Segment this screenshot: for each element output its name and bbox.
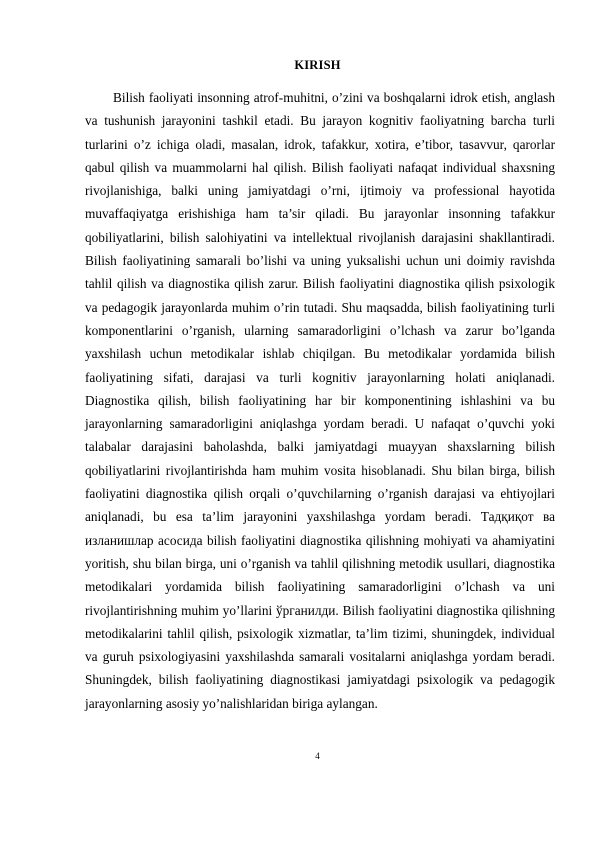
page-number: 4	[315, 751, 320, 761]
body-paragraph: Bilish faoliyati insonning atrof-muhitni, o’zini va boshqalarni idrok etish, anglash va tushunish jarayonini tashkil etadi. Bu jarayon kognitiv faoliyatning barcha turli turlarini o’z ichiga oladi, masalan, idrok, tafakkur, xotira, e’tibor, tasavvur, qarorlar qabul qilish va muammolarni hal qilish. Bilish faoliyati nafaqat individual shaxsning rivojlanishiga, balki uning jamiyatdagi o’rni, ijtimoiy va professional hayotida muvaffaqiyatga erishishiga ham ta’sir qiladi. Bu jarayonlar insonning tafakkur qobiliyatlarini, bilish salohiyatini va intellektual rivojlanish darajasini shakllantiradi. Bilish faoliyatining samarali bo’lishi va uning yuksalishi uchun uni doimiy ravishda tahlil qilish va diagnostika qilish zarur. Bilish faoliyatini diagnostika qilish psixologik va pedagogik jarayonlarda muhim o’rin tutadi. Shu maqsadda, bilish faoliyatining turli komponentlarini o’rganish, ularning samaradorligini o’lchash va zarur bo’lganda yaxshilash uchun metodikalar ishlab chiqilgan. Bu metodikalar yordamida bilish faoliyatining sifati, darajasi va turli kognitiv jarayonlarning holati aniqlanadi. Diagnostika qilish, bilish faoliyatining har bir komponentining ishlashini va bu jarayonlarning samaradorligini aniqlashga yordam beradi. U nafaqat o’quvchi yoki talabalar darajasini baholashda, balki jamiyatdagi muayyan shaxslarning bilish qobiliyatlarini rivojlantirishda ham muhim vosita hisoblanadi. Shu bilan birga, bilish faoliyatini diagnostika qilish orqali o’quvchilarning o’rganish darajasi va ehtiyojlari aniqlanadi, bu esa ta’lim jarayonini yaxshilashga yordam beradi. Тадқиқот ва изланишлар асосида bilish faoliyatini diagnostika qilishning mohiyati va ahamiyatini yoritish, shu bilan birga, uni o’rganish va tahlil qilishning metodik usullari, diagnostika metodikalari yordamida bilish faoliyatining samaradorligini o’lchash va uni rivojlantirishning muhim yo’llarini ўрганилди. Bilish faoliyatini diagnostika qilishning metodikalarini tahlil qilish, psixologik xizmatlar, ta’lim tizimi, shuningdek, individual va guruh psixologiyasini yaxshilashda samarali vositalarni aniqlashga yordam beradi. Shuningdek, bilish faoliyatining diagnostikasi jamiyatdagi psixologik va pedagogik jarayonlarning asosiy yo’nalishlaridan biriga aylangan.	[85, 90, 555, 711]
section-heading: KIRISH	[294, 58, 341, 72]
